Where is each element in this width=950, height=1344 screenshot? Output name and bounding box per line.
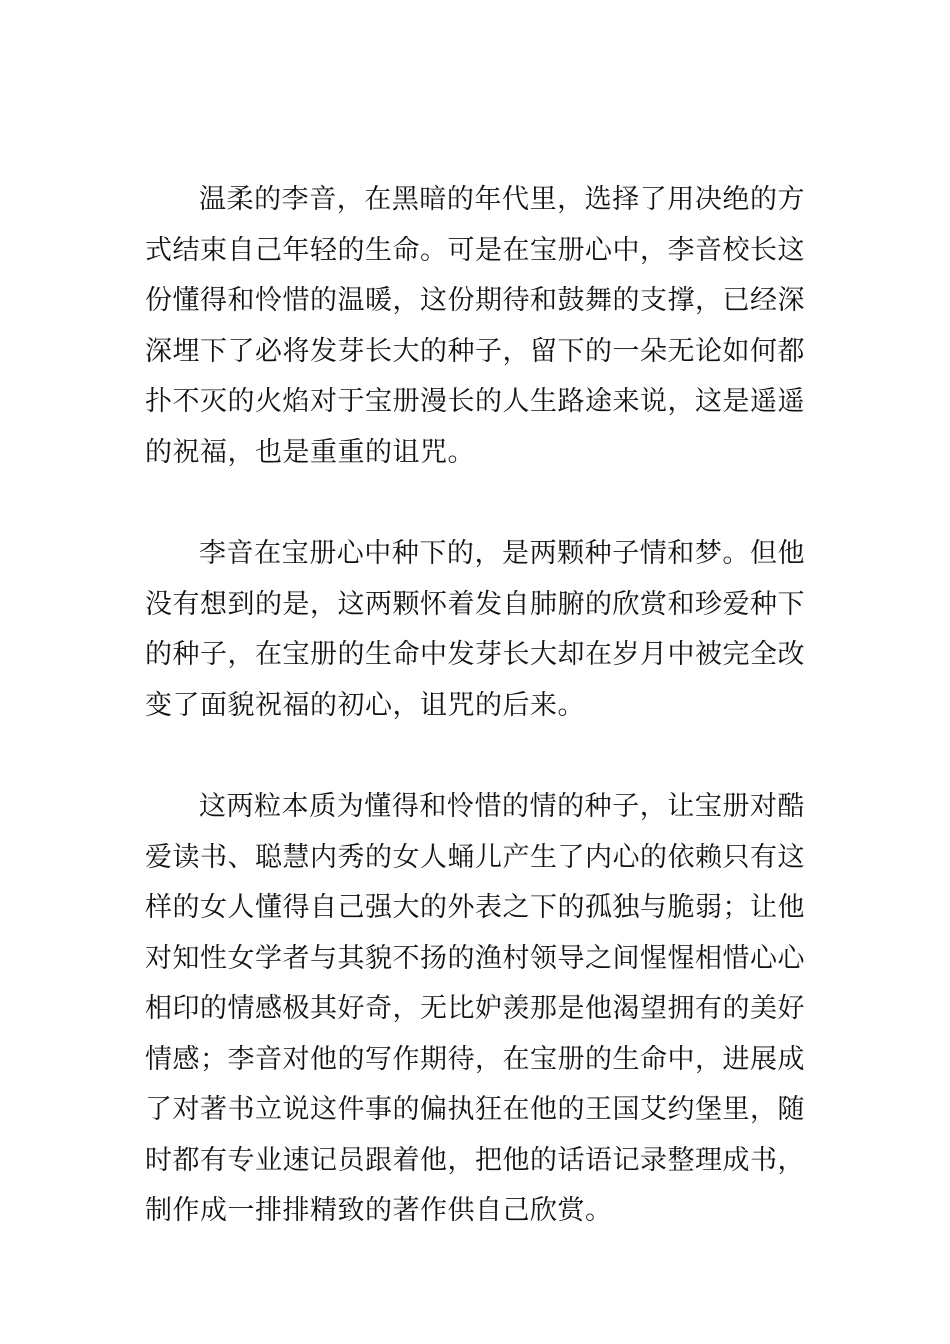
document-body [145,175,805,1237]
paragraph-3: 这两粒本质为懂得和怜惜的情的种子，让宝册对酷爱读书、聪慧内秀的女人蛹儿产生了内心的依赖只有这样的女人懂得自己强大的外表之下的孤独与脆弱；让他对知性女学者与其貌不扬的渔村领导之间惺惺相惜心心相印的情感极其好奇，无比妒羡那是他渴望拥有的美好情感；李音对他的写作期待，在宝册的生命中，进展成了对著书立说这件事的偏执狂在他的王国艾约堡里，随时都有专业速记员跟着他，把他的话语记录整理成书，制作成一排排精致的著作供自己欣赏。 [145,791,805,1226]
paragraph-2: 李音在宝册心中种下的，是两颗种子情和梦。但他没有想到的是，这两颗怀着发自肺腑的欣赏和珍爱种下的种子，在宝册的生命中发芽长大却在岁月中被完全改变了面貌祝福的初心，诅咒的后来。 [145,538,805,721]
paragraph-1: 温柔的李音，在黑暗的年代里，选择了用决绝的方式结束自己年轻的生命。可是在宝册心中，李音校长这份懂得和怜惜的温暖，这份期待和鼓舞的支撑，已经深深埋下了必将发芽长大的种子，留下的一朵无论如何都扑不灭的火焰对于宝册漫长的人生路途来说，这是遥遥的祝福，也是重重的诅咒。 [145,184,805,468]
